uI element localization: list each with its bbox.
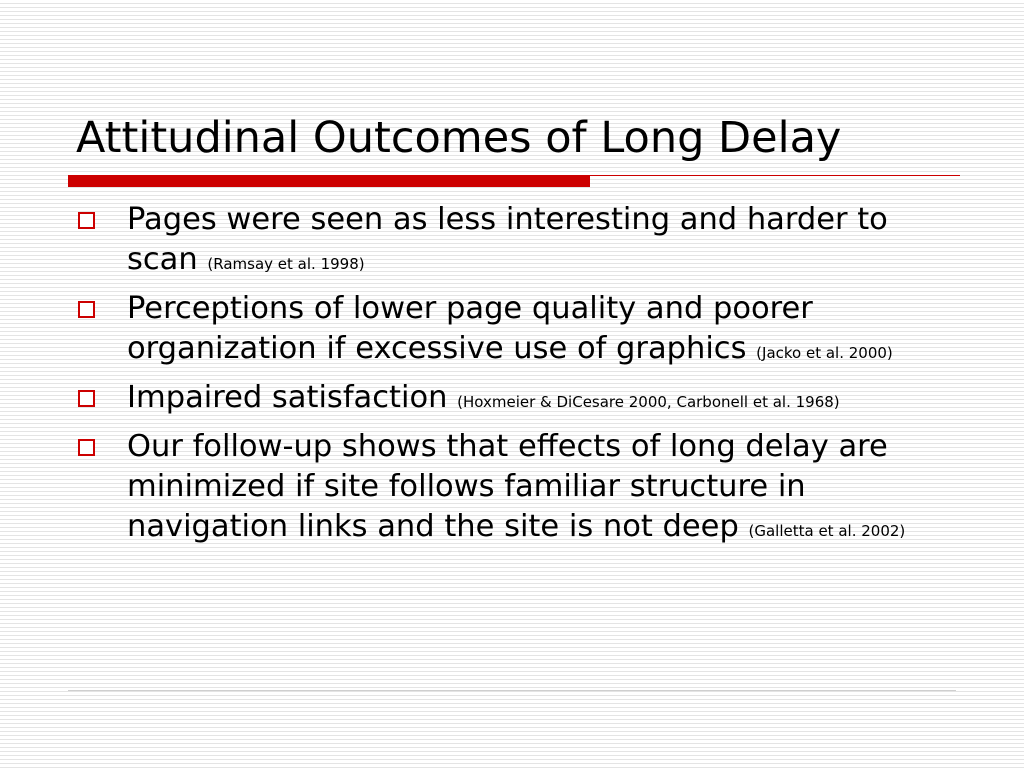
bullet-text: Our follow-up shows that effects of long delay are minimized if site follows familiar structure in navigation links and the site is not deep bbox=[127, 429, 888, 544]
bullet-text: Impaired satisfaction bbox=[127, 380, 458, 415]
bullet-citation: (Jacko et al. 2000) bbox=[756, 344, 893, 362]
slide-title: Attitudinal Outcomes of Long Delay bbox=[76, 113, 842, 163]
bullet-list bbox=[76, 200, 956, 556]
bullet-item bbox=[76, 200, 956, 280]
footer-divider bbox=[68, 690, 956, 691]
hollow-square-bullet-icon bbox=[78, 439, 95, 456]
title-underline-thick bbox=[68, 175, 590, 187]
bullet-item bbox=[76, 378, 956, 418]
title-underline-thin bbox=[590, 175, 960, 176]
bullet-citation: (Hoxmeier & DiCesare 2000, Carbonell et al. 1968) bbox=[457, 393, 840, 411]
bullet-item bbox=[76, 289, 956, 369]
bullet-citation: (Galletta et al. 2002) bbox=[748, 522, 906, 540]
hollow-square-bullet-icon bbox=[78, 390, 95, 407]
hollow-square-bullet-icon bbox=[78, 301, 95, 318]
bullet-text: Perceptions of lower page quality and poorer organization if excessive use of graphics bbox=[127, 291, 813, 366]
bullet-text: Pages were seen as less interesting and harder to scan bbox=[127, 202, 888, 277]
hollow-square-bullet-icon bbox=[78, 212, 95, 229]
bullet-citation: (Ramsay et al. 1998) bbox=[207, 255, 365, 273]
bullet-item bbox=[76, 427, 956, 547]
